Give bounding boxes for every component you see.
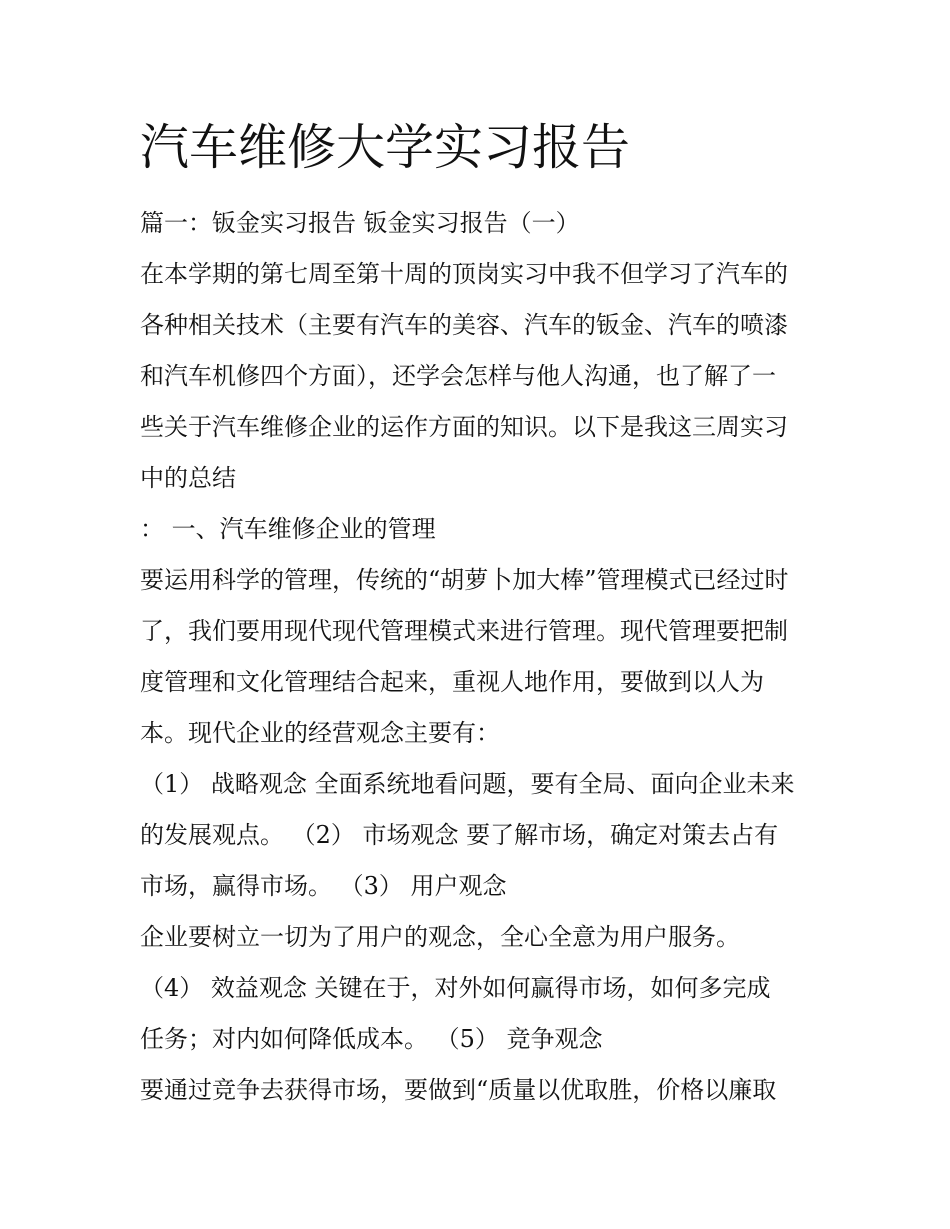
- document-title: 汽车维修大学实习报告: [140, 119, 631, 176]
- text-line: （4） 效益观念 关键在于，对外如何赢得市场，如何多完成: [140, 974, 771, 1002]
- section-heading: ： 一、汽车维修企业的管理: [140, 515, 436, 543]
- document-body: [140, 200, 840, 1118]
- text-line: 篇一：钣金实习报告 钣金实习报告（一）: [140, 209, 580, 237]
- text-line: （1） 战略观念 全面系统地看问题，要有全局、面向企业未来: [140, 770, 795, 798]
- text-line: 的发展观点。 （2） 市场观念 要了解市场，确定对策去占有: [140, 821, 779, 849]
- text-line: 和汽车机修四个方面），还学会怎样与他人沟通，也了解了一: [140, 362, 776, 390]
- text-line: 市场，赢得市场。 （3） 用户观念: [140, 872, 507, 900]
- text-line: 中的总结: [140, 464, 236, 492]
- text-line: 本。现代企业的经营观念主要有：: [140, 719, 500, 747]
- text-line: 了，我们要用现代现代管理模式来进行管理。现代管理要把制: [140, 617, 788, 645]
- text-line: 任务；对内如何降低成本。 （5） 竞争观念: [140, 1025, 603, 1053]
- text-line: 要运用科学的管理，传统的“胡萝卜加大棒”管理模式已经过时: [140, 566, 789, 594]
- text-line: 在本学期的第七周至第十周的顶岗实习中我不但学习了汽车的: [140, 260, 788, 288]
- text-line: 各种相关技术（主要有汽车的美容、汽车的钣金、汽车的喷漆: [140, 311, 788, 339]
- text-line: 度管理和文化管理结合起来，重视人地作用，要做到以人为: [140, 668, 764, 696]
- text-line: 些关于汽车维修企业的运作方面的知识。以下是我这三周实习: [140, 413, 788, 441]
- text-line: 企业要树立一切为了用户的观念，全心全意为用户服务。: [140, 923, 740, 951]
- text-line: 要通过竞争去获得市场，要做到“质量以优取胜，价格以廉取: [140, 1076, 777, 1104]
